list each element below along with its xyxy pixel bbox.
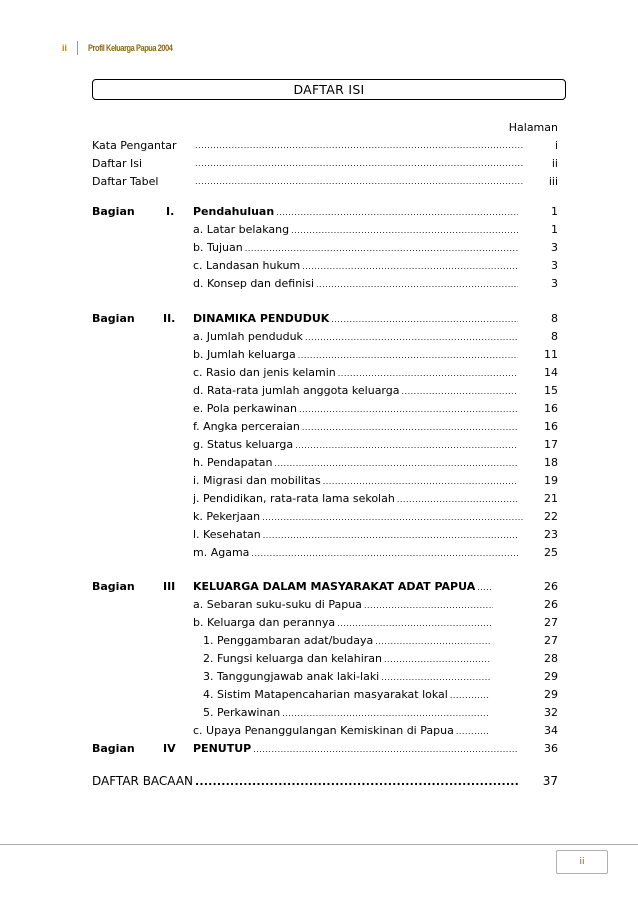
toc-item-row bbox=[0, 508, 638, 526]
item-text: 5. Perkawinan bbox=[203, 706, 281, 719]
toc-page: 26 bbox=[544, 598, 558, 611]
running-header bbox=[62, 41, 191, 55]
toc-entry bbox=[193, 418, 518, 437]
toc-item-row bbox=[0, 526, 638, 544]
toc-item-row bbox=[0, 221, 638, 239]
item-text: j. Pendidikan, rata-rata lama sekolah bbox=[193, 492, 395, 505]
toc-item-row bbox=[0, 614, 638, 632]
toc-entry bbox=[203, 650, 490, 669]
toc-entry bbox=[193, 275, 518, 294]
toc-section-row bbox=[0, 203, 638, 221]
section-roman: IV bbox=[163, 742, 176, 755]
toc-entry bbox=[193, 328, 518, 347]
toc-leader bbox=[193, 137, 523, 155]
toc-page: 8 bbox=[551, 312, 558, 325]
header-title: Profil Keluarga Papua 2004 bbox=[88, 43, 173, 53]
toc-page: 28 bbox=[544, 652, 558, 665]
item-text: b. Jumlah keluarga bbox=[193, 348, 296, 361]
toc-page: 1 bbox=[551, 223, 558, 236]
toc-entry bbox=[193, 722, 490, 741]
toc-entry bbox=[193, 578, 491, 597]
toc-row-daftar-tabel bbox=[0, 173, 638, 191]
toc-row-daftar-isi bbox=[0, 155, 638, 173]
toc-page: 15 bbox=[544, 384, 558, 397]
toc-page: 29 bbox=[544, 688, 558, 701]
toc-page: 18 bbox=[544, 456, 558, 469]
toc-item-row bbox=[0, 382, 638, 400]
toc-row-kata-pengantar bbox=[0, 137, 638, 155]
toc-item-row bbox=[0, 490, 638, 508]
toc-page: iii bbox=[548, 175, 558, 188]
toc-entry bbox=[193, 596, 493, 615]
page-title: DAFTAR ISI bbox=[92, 79, 566, 100]
section-title: Pendahuluan bbox=[193, 205, 275, 218]
item-text: 2. Fungsi keluarga dan kelahiran bbox=[203, 652, 382, 665]
halaman-label: Halaman bbox=[508, 121, 558, 134]
toc-page: 3 bbox=[551, 259, 558, 272]
toc-item-row bbox=[0, 544, 638, 562]
toc-entry bbox=[92, 772, 518, 791]
section-bagian: Bagian bbox=[92, 205, 135, 218]
toc-item-row bbox=[0, 418, 638, 436]
item-text: a. Latar belakang bbox=[193, 223, 290, 236]
item-text: f. Angka perceraian bbox=[193, 420, 300, 433]
toc-entry bbox=[193, 490, 518, 509]
item-text: e. Pola perkawinan bbox=[193, 402, 297, 415]
toc-page: 26 bbox=[544, 580, 558, 593]
item-text: d. Konsep dan definisi bbox=[193, 277, 315, 290]
toc-page: 22 bbox=[544, 510, 558, 523]
section-bagian: Bagian bbox=[92, 742, 135, 755]
toc-page: 3 bbox=[551, 241, 558, 254]
toc-item-row bbox=[0, 704, 638, 722]
toc-page: 27 bbox=[544, 634, 558, 647]
toc-section-row bbox=[0, 310, 638, 328]
item-text: 4. Sistim Matapencaharian masyarakat lokal bbox=[203, 688, 448, 701]
toc-label: DAFTAR BACAAN bbox=[92, 774, 194, 788]
section-roman: II. bbox=[163, 312, 176, 325]
toc-item-row bbox=[0, 632, 638, 650]
toc-item-row bbox=[0, 275, 638, 293]
toc-entry bbox=[193, 364, 518, 383]
toc-entry bbox=[203, 704, 490, 723]
toc-item-row bbox=[0, 596, 638, 614]
item-text: 3. Tanggungjawab anak laki-laki bbox=[203, 670, 380, 683]
item-text: m. Agama bbox=[193, 546, 250, 559]
toc-page: 1 bbox=[551, 205, 558, 218]
toc-entry bbox=[193, 400, 518, 419]
toc-page: 3 bbox=[551, 277, 558, 290]
section-roman: III bbox=[163, 580, 176, 593]
toc-entry bbox=[193, 346, 518, 365]
toc-entry bbox=[193, 221, 518, 240]
toc-entry bbox=[193, 454, 518, 473]
toc-page: 16 bbox=[544, 402, 558, 415]
toc-item-row bbox=[0, 364, 638, 382]
toc-page: 36 bbox=[544, 742, 558, 755]
toc-entry bbox=[193, 382, 518, 401]
toc-entry bbox=[193, 257, 518, 276]
toc-label: Daftar Tabel bbox=[92, 175, 159, 188]
toc-entry bbox=[193, 203, 518, 222]
toc-row-daftar-bacaan bbox=[0, 772, 638, 790]
header-page-number: ii bbox=[62, 43, 68, 53]
toc-entry bbox=[203, 686, 490, 705]
toc-leader bbox=[193, 155, 523, 173]
toc-entry bbox=[203, 632, 490, 651]
section-bagian: Bagian bbox=[92, 312, 135, 325]
toc-item-row bbox=[0, 436, 638, 454]
toc-page: 37 bbox=[542, 774, 558, 788]
item-text: 1. Penggambaran adat/budaya bbox=[203, 634, 374, 647]
toc-page: 21 bbox=[544, 492, 558, 505]
toc-label: Daftar Isi bbox=[92, 157, 142, 170]
toc-page: 25 bbox=[544, 546, 558, 559]
item-text: a. Sebaran suku-suku di Papua bbox=[193, 598, 362, 611]
toc-entry bbox=[193, 508, 523, 527]
toc-entry bbox=[193, 544, 518, 563]
header-divider bbox=[77, 41, 78, 55]
toc-entry bbox=[193, 436, 518, 455]
toc-entry bbox=[193, 614, 493, 633]
toc-label: Kata Pengantar bbox=[92, 139, 177, 152]
toc-item-row bbox=[0, 346, 638, 364]
toc-item-row bbox=[0, 328, 638, 346]
toc-item-row bbox=[0, 400, 638, 418]
toc-entry bbox=[203, 668, 490, 687]
toc-entry bbox=[193, 740, 518, 759]
item-text: l. Kesehatan bbox=[193, 528, 261, 541]
toc-page: i bbox=[554, 139, 558, 152]
toc-item-row bbox=[0, 650, 638, 668]
item-text: b. Tujuan bbox=[193, 241, 243, 254]
item-text: b. Keluarga dan perannya bbox=[193, 616, 336, 629]
toc-item-row bbox=[0, 257, 638, 275]
item-text: a. Jumlah penduduk bbox=[193, 330, 303, 343]
toc-page: 23 bbox=[544, 528, 558, 541]
toc-page: 17 bbox=[544, 438, 558, 451]
toc-entry bbox=[193, 526, 518, 545]
toc-page: 14 bbox=[544, 366, 558, 379]
toc-section-row bbox=[0, 578, 638, 596]
toc-page: 8 bbox=[551, 330, 558, 343]
toc-entry bbox=[193, 310, 518, 329]
toc-page: ii bbox=[551, 157, 558, 170]
toc-page: 32 bbox=[544, 706, 558, 719]
footer-rule bbox=[0, 844, 638, 845]
item-text: c. Rasio dan jenis kelamin bbox=[193, 366, 336, 379]
toc-entry bbox=[193, 239, 518, 258]
section-roman: I. bbox=[166, 205, 175, 218]
section-bagian: Bagian bbox=[92, 580, 135, 593]
item-text: k. Pekerjaan bbox=[193, 510, 261, 523]
section-title: KELUARGA DALAM MASYARAKAT ADAT PAPUA bbox=[193, 580, 476, 593]
toc-page: 27 bbox=[544, 616, 558, 629]
item-text: i. Migrasi dan mobilitas bbox=[193, 474, 321, 487]
item-text: h. Pendapatan bbox=[193, 456, 273, 469]
toc-page: 19 bbox=[544, 474, 558, 487]
toc-leader bbox=[193, 173, 523, 191]
footer-page-number: ii bbox=[556, 850, 608, 874]
item-text: g. Status keluarga bbox=[193, 438, 294, 451]
toc-entry bbox=[193, 472, 518, 491]
toc-section-row bbox=[0, 740, 638, 758]
toc-item-row bbox=[0, 472, 638, 490]
section-title: DINAMIKA PENDUDUK bbox=[193, 312, 330, 325]
item-text: c. Upaya Penanggulangan Kemiskinan di Papua bbox=[193, 724, 454, 737]
toc-item-row bbox=[0, 239, 638, 257]
toc-page: 16 bbox=[544, 420, 558, 433]
toc-page: 11 bbox=[544, 348, 558, 361]
item-text: d. Rata-rata jumlah anggota keluarga bbox=[193, 384, 400, 397]
toc-page: 34 bbox=[544, 724, 558, 737]
toc-item-row bbox=[0, 454, 638, 472]
toc-item-row bbox=[0, 686, 638, 704]
toc-item-row bbox=[0, 722, 638, 740]
toc-page: 29 bbox=[544, 670, 558, 683]
toc-item-row bbox=[0, 668, 638, 686]
section-title: PENUTUP bbox=[193, 742, 252, 755]
item-text: c. Landasan hukum bbox=[193, 259, 301, 272]
